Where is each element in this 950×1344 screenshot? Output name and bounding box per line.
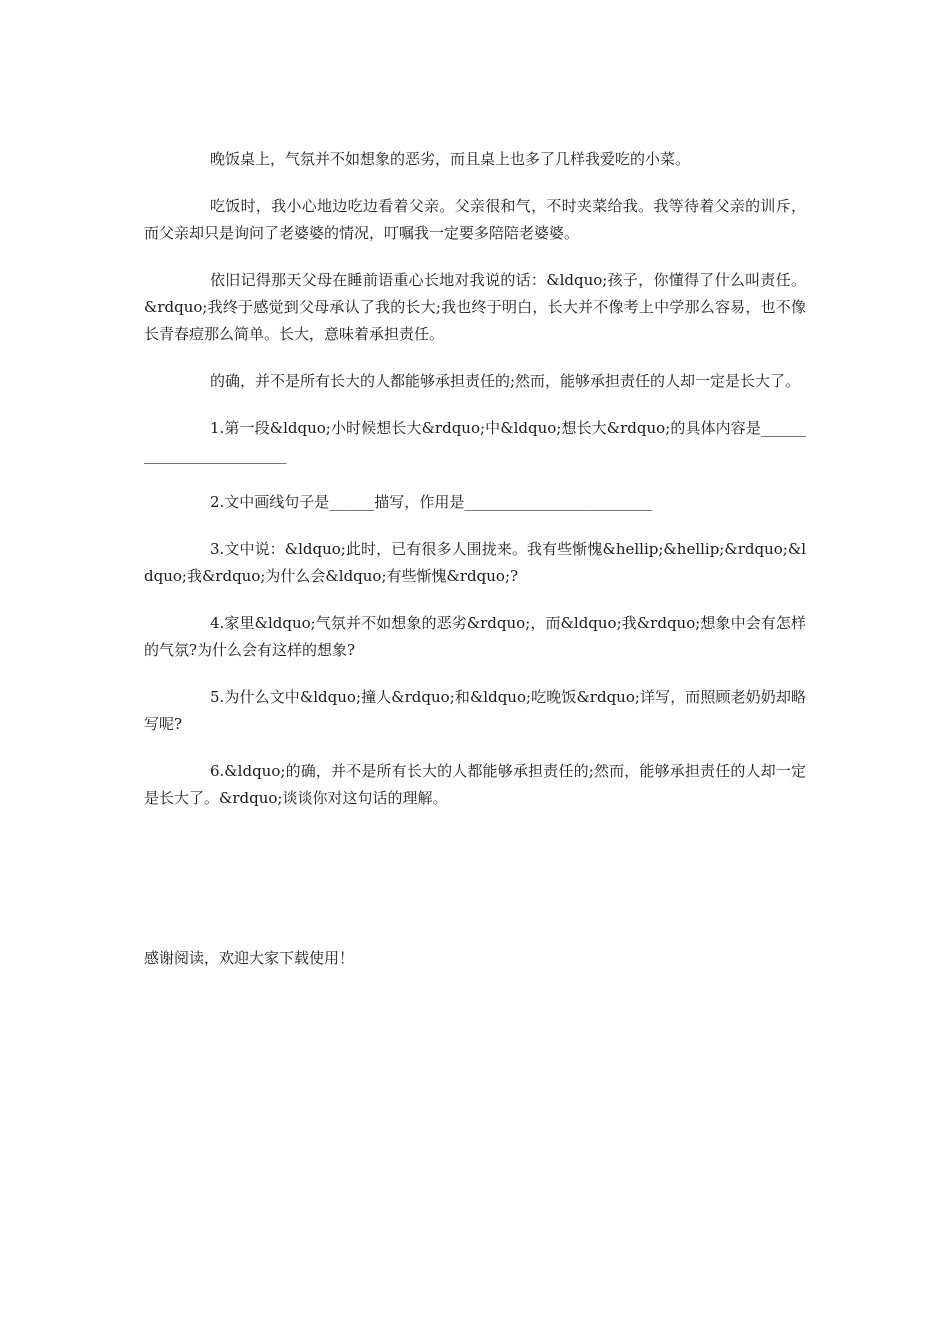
question-2: 2.文中画线句子是______描写，作用是_________________________ (210, 493, 652, 511)
document-body (144, 146, 806, 832)
closing-note: 感谢阅读，欢迎大家下载使用！ (144, 949, 355, 967)
paragraph-eating: 吃饭时，我小心地边吃边看着父亲。父亲很和气，不时夹菜给我。我等待着父亲的训斥，而父亲却只是询问了老婆婆的情况，叮嘱我一定要多陪陪老婆婆。 (144, 197, 806, 242)
paragraph-parents-words: 依旧记得那天父母在睡前语重心长地对我说的话：&ldquo;孩子，你懂得了什么叫责任。&rdquo;我终于感觉到父母承认了我的长大;我也终于明白，长大并不像考上中学那么容易，也不像长青春痘那么简单。长大，意味着承担责任。 (144, 271, 806, 343)
question-3: 3.文中说：&ldquo;此时，已有很多人围拢来。我有些惭愧&hellip;&hellip;&rdquo;&ldquo;我&rdquo;为什么会&ldquo;有些惭愧&rdquo;? (144, 540, 806, 585)
question-1: 1.第一段&ldquo;小时候想长大&rdquo;中&ldquo;想长大&rdquo;的具体内容是_________________________ (144, 419, 806, 464)
question-4: 4.家里&ldquo;气氛并不如想象的恶劣&rdquo;，而&ldquo;我&rdquo;想象中会有怎样的气氛?为什么会有这样的想象? (144, 614, 806, 659)
paragraph-responsibility: 的确，并不是所有长大的人都能够承担责任的;然而，能够承担责任的人却一定是长大了。 (210, 372, 801, 390)
question-5: 5.为什么文中&ldquo;撞人&rdquo;和&ldquo;吃晚饭&rdquo;详写，而照顾老奶奶却略写呢? (144, 688, 806, 733)
question-6: 6.&ldquo;的确，并不是所有长大的人都能够承担责任的;然而，能够承担责任的人却一定是长大了。&rdquo;谈谈你对这句话的理解。 (144, 762, 806, 807)
paragraph-dinner-table: 晚饭桌上，气氛并不如想象的恶劣，而且桌上也多了几样我爱吃的小菜。 (210, 150, 691, 168)
